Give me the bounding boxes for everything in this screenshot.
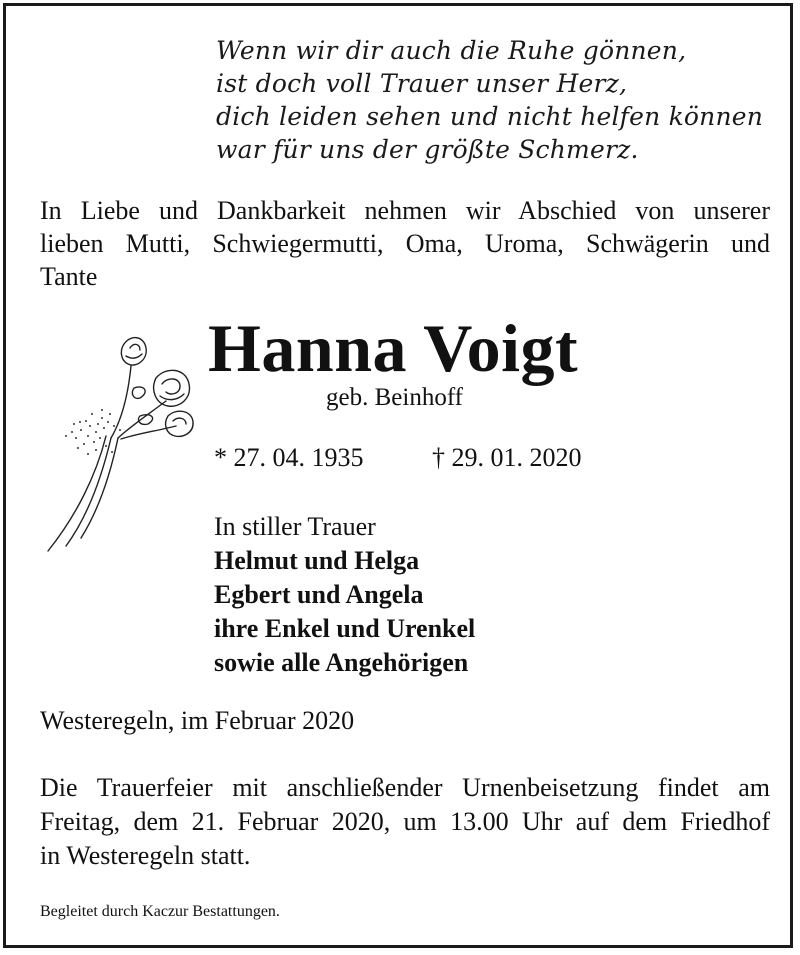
memorial-poem	[216, 34, 763, 166]
intro-line: In Liebe und Dankbarkeit nehmen wir Abschied von unserer	[40, 196, 770, 225]
mourners-block	[214, 510, 475, 680]
intro-text	[40, 194, 770, 293]
mourner-name: ihre Enkel und Urenkel	[214, 614, 476, 643]
rose-bouquet-icon	[36, 326, 206, 556]
mourners-heading: In stiller Trauer	[214, 512, 376, 541]
intro-line: Tante	[40, 262, 98, 291]
ceremony-info	[40, 771, 770, 873]
deceased-name: Hanna Voigt	[208, 310, 579, 386]
obituary-frame	[3, 3, 793, 948]
undertaker-note: Begleitet durch Kaczur Bestattungen.	[40, 903, 280, 920]
birth-date: * 27. 04. 1935	[214, 443, 364, 472]
death-date: † 29. 01. 2020	[432, 443, 582, 472]
poem-line: dich leiden sehen und nicht helfen können	[216, 102, 764, 131]
poem-line: Wenn wir dir auch die Ruhe gönnen,	[216, 36, 687, 65]
place-date: Westeregeln, im Februar 2020	[40, 706, 355, 735]
poem-line: ist doch voll Trauer unser Herz,	[216, 69, 628, 98]
ceremony-line: Die Trauerfeier mit anschließender Urnenbeisetzung findet am	[40, 773, 770, 802]
mourner-name: Egbert und Angela	[214, 580, 424, 609]
birth-name: geb. Beinhoff	[326, 384, 464, 411]
poem-line: war für uns der größte Schmerz.	[216, 135, 639, 164]
ceremony-line: in Westeregeln statt.	[40, 841, 251, 870]
mourner-name: Helmut und Helga	[214, 546, 420, 575]
intro-line: lieben Mutti, Schwiegermutti, Oma, Uroma, Schwägerin und	[40, 229, 770, 258]
ceremony-line: Freitag, dem 21. Februar 2020, um 13.00 Uhr auf dem Friedhof	[40, 807, 770, 836]
mourner-name: sowie alle Angehörigen	[214, 648, 469, 677]
